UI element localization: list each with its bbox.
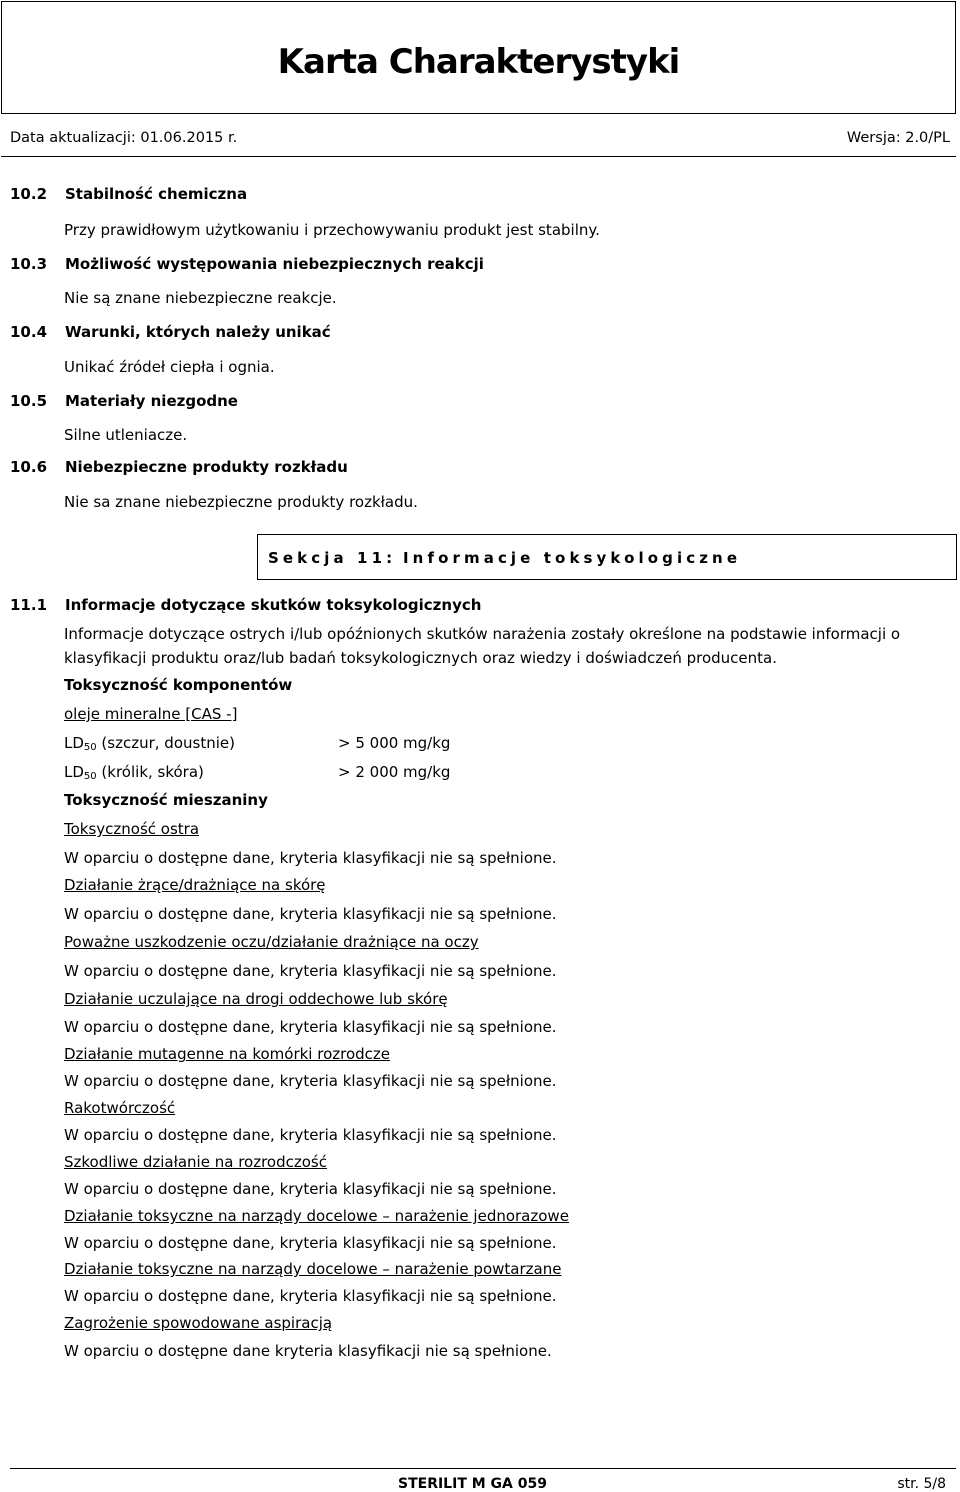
subsection-title: Materiały niezgodne — [65, 392, 238, 410]
subsection-10-3-text: Nie są znane niebezpieczne reakcje. — [64, 289, 337, 307]
subsection-title: Informacje dotyczące skutków toksykologicznych — [65, 596, 482, 614]
subsection-number: 10.5 — [10, 392, 48, 410]
document-title: Karta Charakterystyki — [277, 42, 680, 82]
hazard-text: W oparciu o dostępne dane, kryteria klasyfikacji nie są spełnione. — [64, 1287, 557, 1305]
hazard-text: W oparciu o dostępne dane, kryteria klasyfikacji nie są spełnione. — [64, 1072, 557, 1090]
ld-route: (królik, skóra) — [96, 763, 204, 781]
hazard-text: W oparciu o dostępne dane, kryteria klasyfikacji nie są spełnione. — [64, 962, 557, 980]
header-box — [1, 1, 956, 114]
footer-divider — [10, 1468, 956, 1469]
hazard-label: Szkodliwe działanie na rozrodczość — [64, 1153, 327, 1171]
section-11-intro: Informacje dotyczące ostrych i/lub opóźnionych skutków narażenia zostały określone na podstawie informacji o klasyfikacji produktu oraz/lub badań toksykologicznych oraz wiedzy i doświadczeń producenta. — [64, 625, 901, 667]
subsection-title: Warunki, których należy unikać — [65, 323, 331, 341]
header-divider — [1, 156, 956, 157]
hazard-label: Działanie mutagenne na komórki rozrodcze — [64, 1045, 391, 1063]
hazard-text: W oparciu o dostępne dane, kryteria klasyfikacji nie są spełnione. — [64, 1018, 557, 1036]
subsection-title: Niebezpieczne produkty rozkładu — [65, 458, 348, 476]
ld50-dermal-label — [64, 763, 204, 782]
ld50-oral-label — [64, 734, 235, 753]
ld-subscript: 50 — [83, 742, 97, 753]
section-number: Sekcja 11: — [268, 549, 397, 567]
hazard-label: Działanie toksyczne na narządy docelowe – narażenie jednorazowe — [64, 1207, 569, 1225]
subsection-10-5-heading — [10, 392, 238, 410]
subsection-10-3-heading — [10, 255, 484, 273]
subsection-10-4-text: Unikać źródeł ciepła i ognia. — [64, 358, 275, 376]
hazard-label: Zagrożenie spowodowane aspiracją — [64, 1314, 333, 1332]
ld-prefix: LD — [64, 734, 84, 752]
hazard-label: Działanie uczulające na drogi oddechowe lub skórę — [64, 990, 448, 1008]
subsection-10-2-text: Przy prawidłowym użytkowaniu i przechowywaniu produkt jest stabilny. — [64, 221, 600, 239]
hazard-label: Działanie toksyczne na narządy docelowe – narażenie powtarzane — [64, 1260, 562, 1278]
components-heading: Toksyczność komponentów — [64, 676, 293, 694]
subsection-11-1-heading — [10, 596, 481, 614]
section-title: Informacje toksykologiczne — [403, 549, 742, 567]
footer-page-number: str. 5/8 — [897, 1476, 946, 1492]
hazard-text: W oparciu o dostępne dane, kryteria klasyfikacji nie są spełnione. — [64, 1180, 557, 1198]
hazard-text: W oparciu o dostępne dane, kryteria klasyfikacji nie są spełnione. — [64, 1126, 557, 1144]
meta-row — [10, 130, 950, 156]
subsection-10-2-heading — [10, 185, 247, 203]
ld-subscript: 50 — [83, 771, 97, 782]
hazard-text: W oparciu o dostępne dane kryteria klasyfikacji nie są spełnione. — [64, 1342, 552, 1360]
hazard-text: W oparciu o dostępne dane, kryteria klasyfikacji nie są spełnione. — [64, 849, 557, 867]
subsection-number: 11.1 — [10, 596, 48, 614]
subsection-title: Stabilność chemiczna — [65, 185, 248, 203]
hazard-label: Działanie żrące/drażniące na skórę — [64, 876, 326, 894]
subsection-number: 10.3 — [10, 255, 48, 273]
subsection-number: 10.6 — [10, 458, 48, 476]
hazard-label: Poważne uszkodzenie oczu/działanie drażniące na oczy — [64, 933, 479, 951]
hazard-text: W oparciu o dostępne dane, kryteria klasyfikacji nie są spełnione. — [64, 1234, 557, 1252]
ld-route: (szczur, doustnie) — [96, 734, 235, 752]
mixture-heading: Toksyczność mieszaniny — [64, 791, 268, 809]
subsection-10-4-heading — [10, 323, 331, 341]
subsection-number: 10.2 — [10, 185, 48, 203]
hazard-label: Toksyczność ostra — [64, 820, 200, 838]
subsection-10-6-heading — [10, 458, 348, 476]
subsection-title: Możliwość występowania niebezpiecznych reakcji — [65, 255, 484, 273]
section-11-header — [257, 534, 957, 580]
ld-prefix: LD — [64, 763, 84, 781]
footer-product-name: STERILIT M GA 059 — [398, 1476, 547, 1492]
ld50-oral-value: > 5 000 mg/kg — [338, 734, 451, 752]
version: Wersja: 2.0/PL — [846, 130, 950, 146]
subsection-number: 10.4 — [10, 323, 48, 341]
ld50-dermal-value: > 2 000 mg/kg — [338, 763, 451, 781]
subsection-10-5-text: Silne utleniacze. — [64, 426, 188, 444]
subsection-10-6-text: Nie sa znane niebezpieczne produkty rozkładu. — [64, 493, 418, 511]
component-name: oleje mineralne [CAS -] — [64, 705, 238, 723]
update-date: Data aktualizacji: 01.06.2015 r. — [10, 130, 238, 146]
hazard-text: W oparciu o dostępne dane, kryteria klasyfikacji nie są spełnione. — [64, 905, 557, 923]
hazard-label: Rakotwórczość — [64, 1099, 176, 1117]
